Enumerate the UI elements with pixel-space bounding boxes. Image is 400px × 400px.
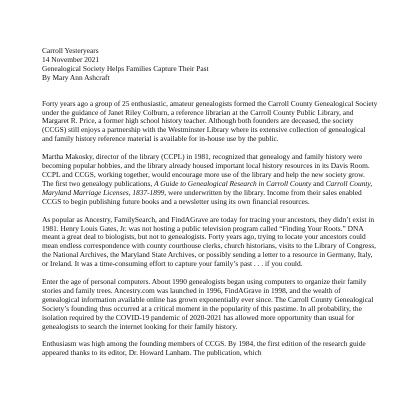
publication-title: Carroll County, Maryland Marriage Licenses, 1837-1899 xyxy=(42,178,373,197)
article-date: 14 November 2021 xyxy=(42,54,100,64)
article-page xyxy=(42,47,378,358)
paragraph-text: , were underwritten by the library. Income from their sales enabled CCGS to begin publishing future books and a newsletter using its own financial resources. xyxy=(42,187,362,206)
publication-title: A Guide to Genealogical Research in Carroll County xyxy=(154,178,312,188)
paragraph-library-partnership xyxy=(42,153,378,206)
paragraph-pre-internet: As popular as Ancestry, FamilySearch, and FindAGrave are today for tracing your ancestors, they didn’t exist in 1981. Henry Louis Gates, Jr. was not hosting a public television program called “Finding Your Roots.” DNA meant a great deal to biologists, but not to genealogists. Forty years ago, trying to locate your ancestors could mean endless correspondence with county courthouse clerks, church historians, visits to the Library of Congress, the National Archives, the Maryland State Archives, or possibly sending a letter to a resource in Germany, Italy, or Ireland. It was a time-consuming effort to capture your family’s past . . . if you could. xyxy=(42,214,376,269)
column-name: Carroll Yesteryears xyxy=(42,46,99,55)
article-byline: By Mary Ann Ashcraft xyxy=(42,72,110,82)
paragraph-text: Martha Makosky, director of the library (CCPL) in 1981, recognized that genealogy and family history were becoming popular hobbies, and the library already housed important local history resources in its Davis Room. CCPL and CCGS, working together, would encourage more use of the library and help the new society grow. The first two genealogy publications, xyxy=(42,152,370,188)
paragraph-enthusiasm: Enthusiasm was high among the founding members of CCGS. By 1984, the first edition of the research guide appeared thanks to its editor, Dr. Howard Lanham. The publication, which xyxy=(42,339,366,358)
article-headline: Genealogical Society Helps Families Capture Their Past xyxy=(42,63,209,73)
article-header xyxy=(42,47,378,83)
paragraph-personal-computers: Enter the age of personal computers. About 1990 genealogists began using computers to organize their family stories and family trees. Ancestry.com was launched in 1996, FindAGrave in 1998, and the wealth of genealogical information available online has grown exponentially ever since. The Carroll County Genealogical Society’s founding thus occurred at a critical moment in the popularity of this pastime. In all probability, the isolation required by the COVID-19 pandemic of 2020-2021 has allowed more opportunity than usual for genealogists to search the internet looking for their family history. xyxy=(42,277,374,331)
paragraph-founding: Forty years ago a group of 25 enthusiastic, amateur genealogists formed the Carroll County Genealogical Society under the guidance of Janet Riley Colburn, a reference librarian at the Carroll County Public Library, and Margaret R. Price, a former high school history teacher. Although both founders are deceased, the society (CCGS) still enjoys a partnership with the Westminster Library where its extensive collection of genealogical and family history reference material is available for in-house use by the public. xyxy=(42,98,378,144)
paragraph-text: and xyxy=(311,178,326,188)
